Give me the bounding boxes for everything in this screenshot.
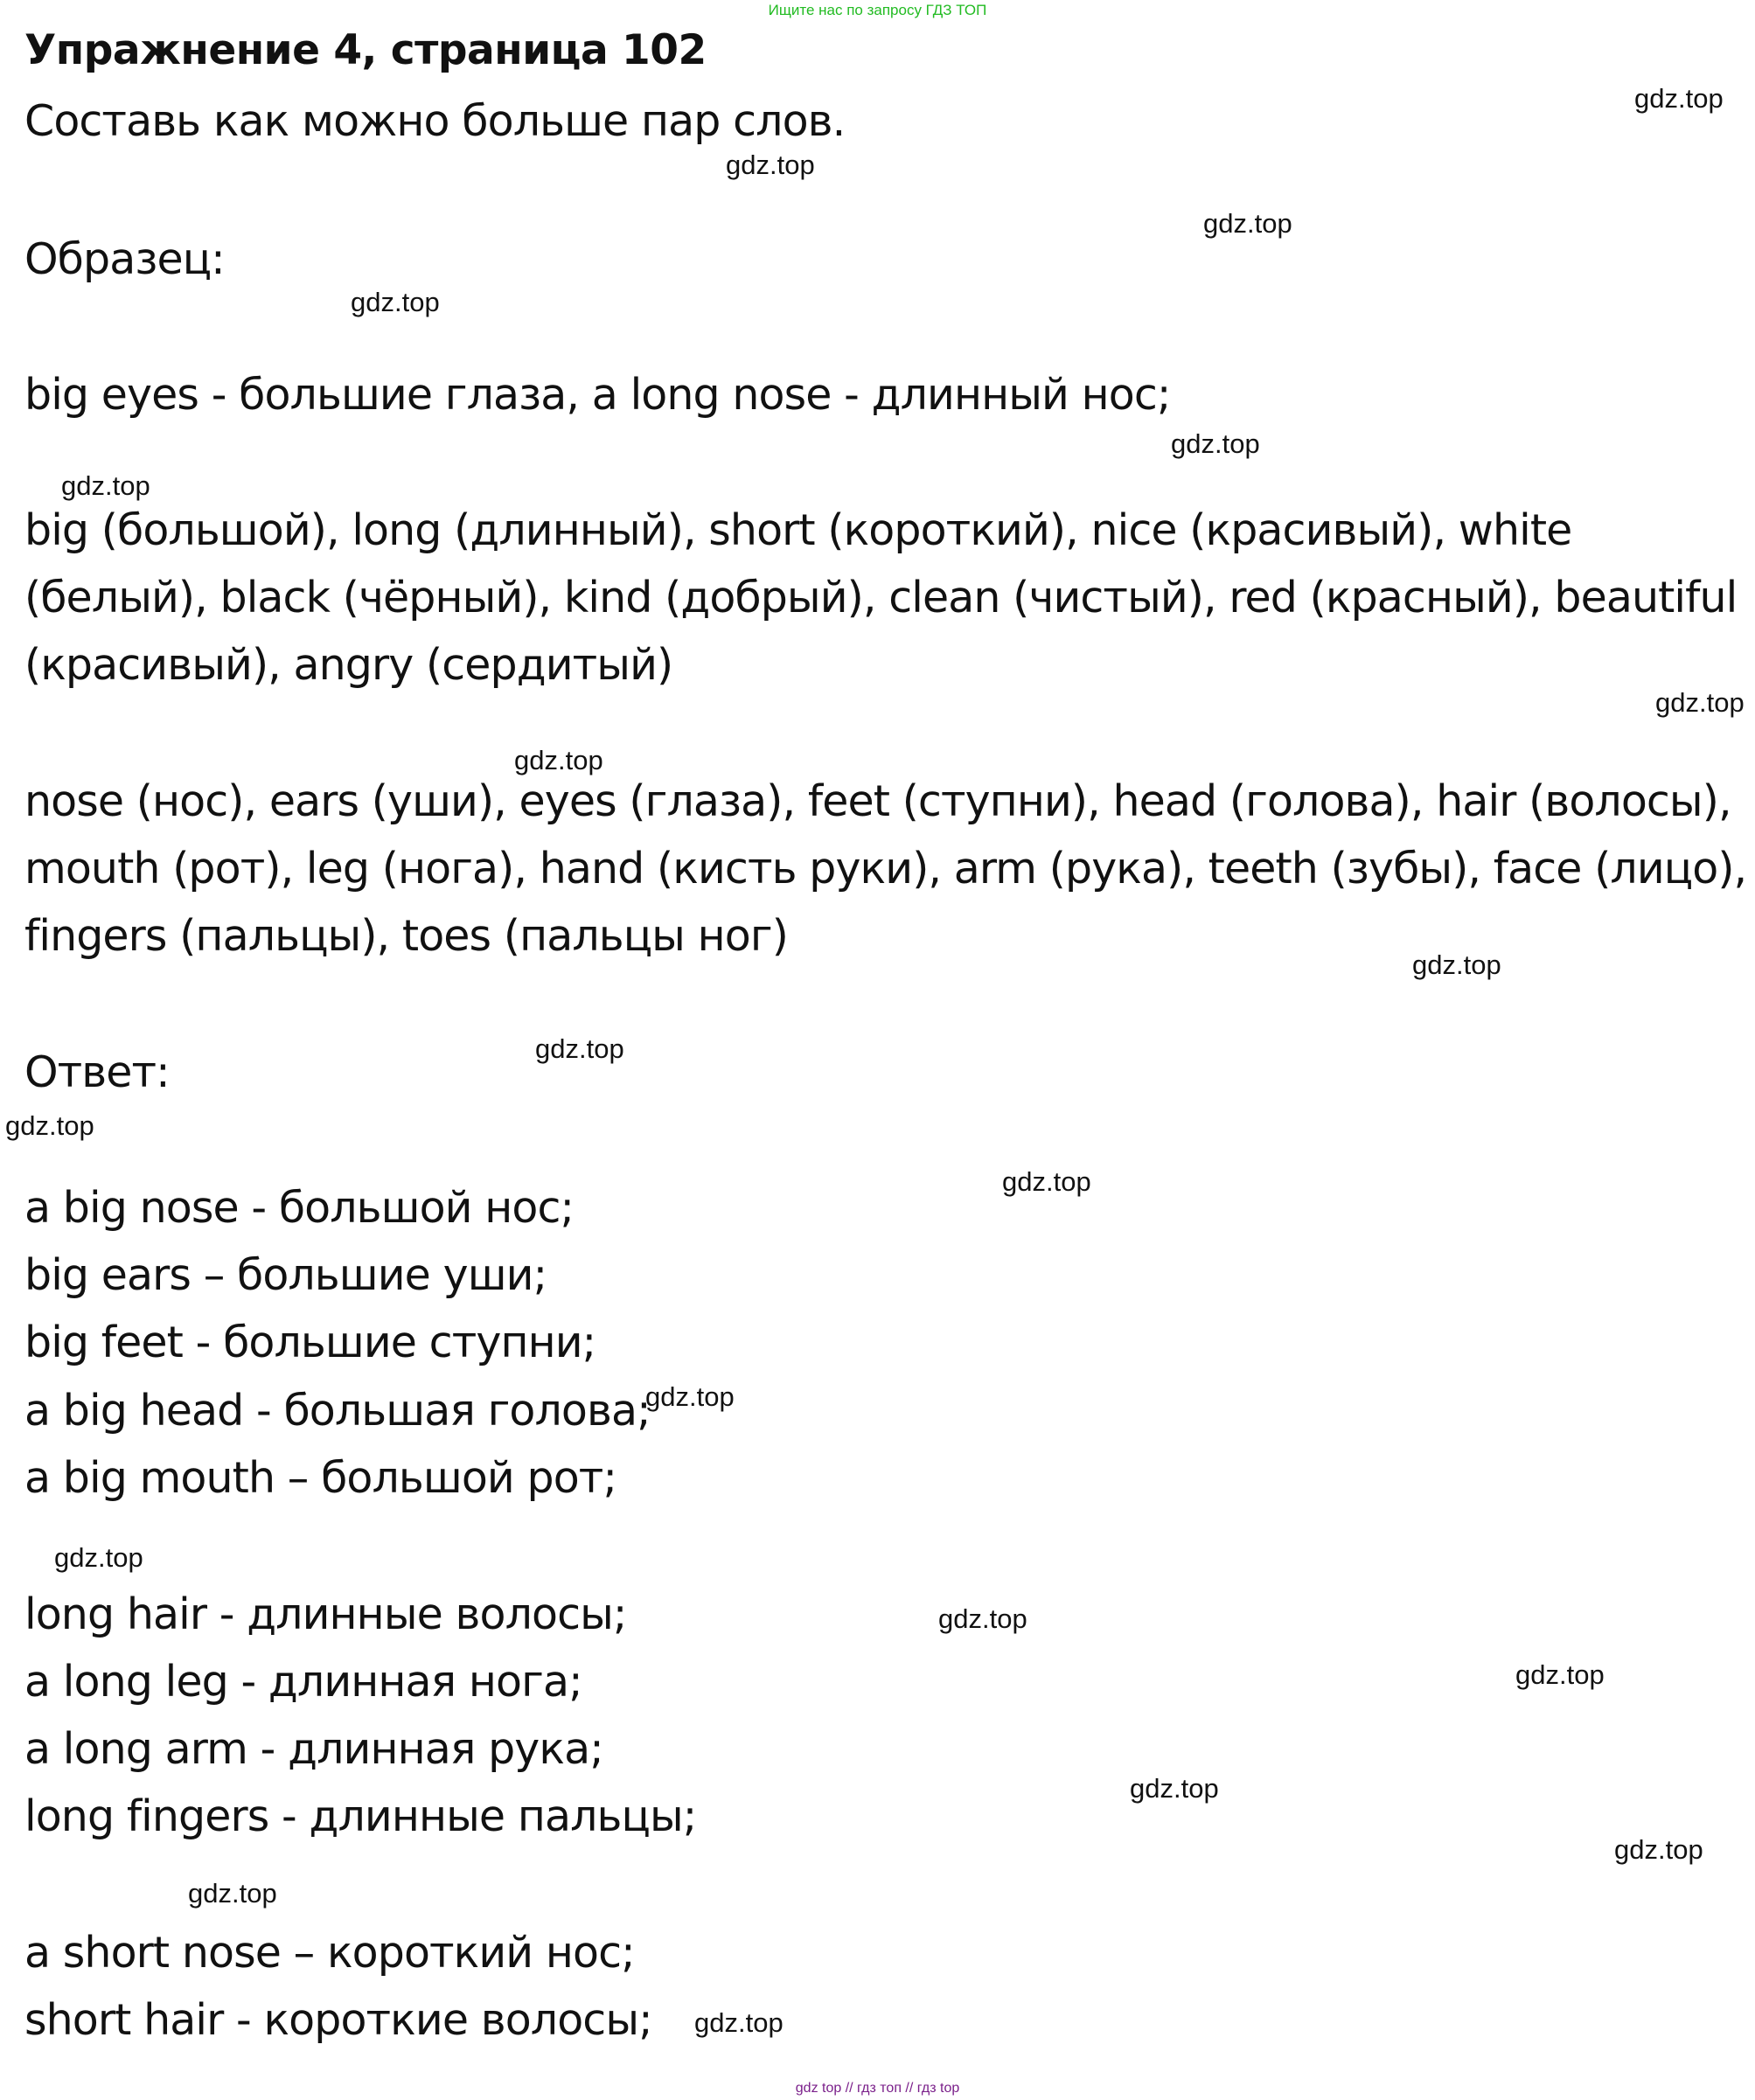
watermark: gdz.top: [535, 1033, 624, 1064]
watermark: gdz.top: [938, 1603, 1027, 1634]
answer-line: long hair - длинные волосы;: [24, 1589, 627, 1639]
watermark: gdz.top: [1203, 208, 1292, 239]
adjective-line: big (большой), long (длинный), short (короткий), nice (красивый), white: [24, 505, 1572, 555]
answer-line: a big nose - большой нос;: [24, 1183, 575, 1233]
answer-line: big feet - большие ступни;: [24, 1318, 596, 1367]
answer-line: a long arm - длинная рука;: [24, 1724, 603, 1774]
page-title: Упражнение 4, страница 102: [24, 26, 707, 74]
answer-line: big ears – большие уши;: [24, 1250, 547, 1300]
answer-label: Ответ:: [24, 1047, 170, 1097]
answer-line: long fingers - длинные пальцы;: [24, 1791, 697, 1841]
watermark: gdz.top: [1130, 1773, 1219, 1804]
answer-line: a big head - большая голова;: [24, 1386, 651, 1436]
watermark: gdz.top: [645, 1381, 735, 1412]
noun-line: nose (нос), ears (уши), eyes (глаза), feet (ступни), head (голова), hair (волосы),: [24, 776, 1731, 826]
adjective-line: (красивый), angry (сердитый): [24, 640, 673, 690]
header-note: Ищите нас по запросу ГДЗ ТОП: [768, 2, 987, 18]
watermark: gdz.top: [1171, 428, 1260, 459]
adjective-line: (белый), black (чёрный), kind (добрый), clean (чистый), red (красный), beautiful: [24, 573, 1738, 622]
watermark: gdz.top: [5, 1110, 94, 1141]
watermark: gdz.top: [1515, 1659, 1605, 1690]
answer-line: a long leg - длинная нога;: [24, 1657, 582, 1707]
answer-line: a big mouth – большой рот;: [24, 1453, 617, 1503]
watermark: gdz.top: [1634, 83, 1724, 114]
watermark: gdz.top: [1412, 949, 1501, 980]
watermark: gdz.top: [1655, 687, 1745, 718]
noun-line: fingers (пальцы), toes (пальцы ног): [24, 911, 788, 961]
sample-label: Образец:: [24, 234, 225, 284]
watermark: gdz.top: [514, 745, 603, 775]
answer-line: short hair - короткие волосы;: [24, 1995, 652, 2045]
footer-links: gdz top // гдз топ // гдз top: [795, 2081, 960, 2096]
task-text: Составь как можно больше пар слов.: [24, 96, 846, 146]
watermark: gdz.top: [726, 150, 815, 180]
answer-line: a short nose – короткий нос;: [24, 1928, 635, 1978]
watermark: gdz.top: [61, 470, 150, 501]
noun-line: mouth (рот), leg (нога), hand (кисть руки), arm (рука), teeth (зубы), face (лицо),: [24, 844, 1747, 894]
watermark: gdz.top: [351, 287, 440, 317]
watermark: gdz.top: [694, 2007, 783, 2038]
watermark: gdz.top: [1614, 1834, 1703, 1865]
sample-text: big eyes - большие глаза, a long nose - длинный нос;: [24, 370, 1171, 420]
watermark: gdz.top: [54, 1542, 143, 1573]
watermark: gdz.top: [188, 1878, 277, 1909]
watermark: gdz.top: [1002, 1166, 1091, 1197]
